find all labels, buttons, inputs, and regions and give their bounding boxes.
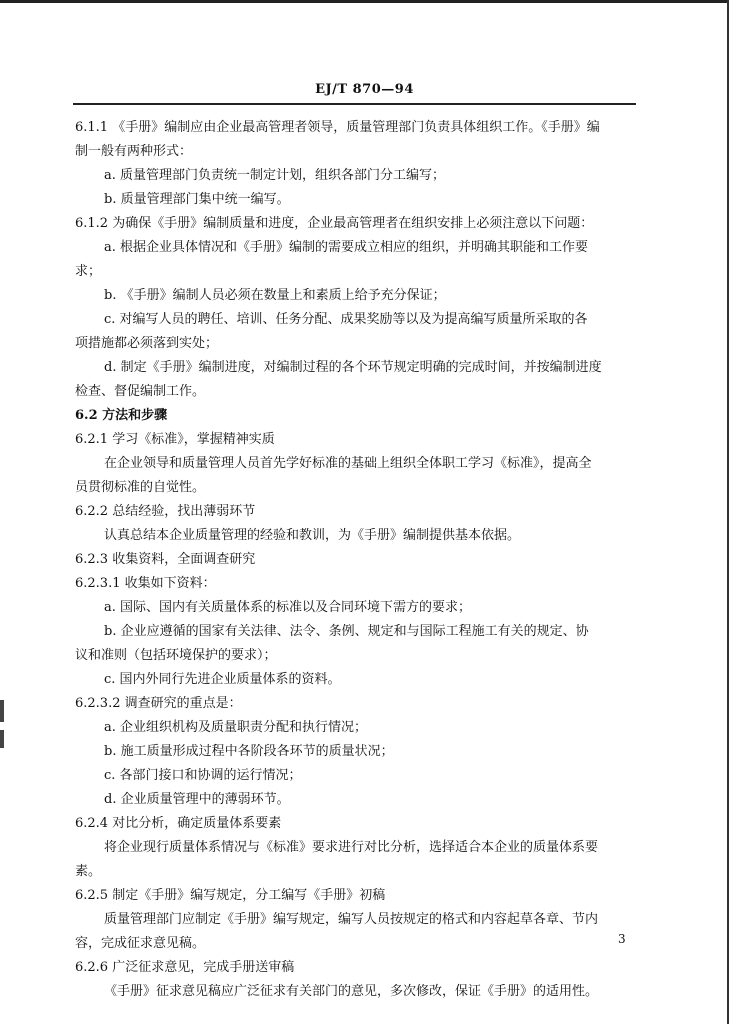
text-line: 项措施都必须落到实处； xyxy=(75,336,219,351)
text-line: 素。 xyxy=(75,864,102,879)
text-line: 议和准则（包括环境保护的要求）； xyxy=(75,648,277,663)
text-line: a. 根据企业具体情况和《手册》编制的需要成立相应的组织，并明确其职能和工作要 xyxy=(104,240,589,255)
text-line: b. 施工质量形成过程中各阶段各环节的质量状况； xyxy=(104,744,394,759)
scan-mark xyxy=(0,700,4,722)
text-line: 6.2.4 对比分析，确定质量体系要素 xyxy=(75,816,282,831)
text-line: 6.2.3.2 调查研究的重点是： xyxy=(75,696,242,711)
text-line: d. 企业质量管理中的薄弱环节。 xyxy=(104,792,290,807)
header-rule xyxy=(73,103,636,105)
scan-mark xyxy=(0,730,4,748)
text-line: 求； xyxy=(75,264,102,279)
text-line: 6.2.3 收集资料，全面调查研究 xyxy=(75,552,256,567)
text-line: 质量管理部门应制定《手册》编写规定，编写人员按规定的格式和内容起草各章、节内 xyxy=(104,912,599,927)
text-line: 检查、督促编制工作。 xyxy=(75,384,206,399)
scan-top-edge xyxy=(0,0,729,3)
text-line: 员贯彻标准的自觉性。 xyxy=(75,480,206,495)
text-line: c. 对编写人员的聘任、培训、任务分配、成果奖励等以及为提高编写质量所采取的各 xyxy=(104,312,588,327)
text-line: 将企业现行质量体系情况与《标准》要求进行对比分析，选择适合本企业的质量体系要 xyxy=(104,840,599,855)
text-line: b. 企业应遵循的国家有关法律、法令、条例、规定和与国际工程施工有关的规定、协 xyxy=(104,624,589,639)
page-number: 3 xyxy=(618,932,626,946)
text-line: b. 《手册》编制人员必须在数量上和素质上给予充分保证； xyxy=(104,288,446,303)
text-line: 6.2.6 广泛征求意见，完成手册送审稿 xyxy=(75,960,295,975)
text-line: a. 国际、国内有关质量体系的标准以及合同环境下需方的要求； xyxy=(104,600,472,615)
text-line: 6.2.3.1 收集如下资料： xyxy=(75,576,216,591)
text-line: 认真总结本企业质量管理的经验和教训，为《手册》编制提供基本依据。 xyxy=(104,528,521,543)
text-line: 制一般有两种形式： xyxy=(75,144,193,159)
text-line: 6.1.1 《手册》编制应由企业最高管理者领导，质量管理部门负责具体组织工作。《手册》编 xyxy=(75,120,600,135)
text-line: a. 质量管理部门负责统一制定计划，组织各部门分工编写； xyxy=(104,168,446,183)
text-line: 容，完成征求意见稿。 xyxy=(75,936,206,951)
text-line: b. 质量管理部门集中统一编写。 xyxy=(104,192,290,207)
text-line: 6.1.2 为确保《手册》编制质量和进度，企业最高管理者在组织安排上必须注意以下问题： xyxy=(75,216,594,231)
text-line: a. 企业组织机构及质量职责分配和执行情况； xyxy=(104,720,368,735)
text-line: 6.2.1 学习《标准》，掌握精神实质 xyxy=(75,432,275,447)
text-line: 6.2.2 总结经验，找出薄弱环节 xyxy=(75,504,256,519)
text-line: d. 制定《手册》编制进度，对编制过程的各个环节规定明确的完成时间，并按编制进度 xyxy=(104,360,602,375)
text-line: 6.2.5 制定《手册》编写规定，分工编写《手册》初稿 xyxy=(75,888,386,903)
section-heading: 6.2 方法和步骤 xyxy=(75,408,168,423)
text-line: c. 国内外同行先进企业质量体系的资料。 xyxy=(104,672,341,687)
text-line: c. 各部门接口和协调的运行情况； xyxy=(104,768,302,783)
text-line: 《手册》征求意见稿应广泛征求有关部门的意见，多次修改，保证《手册》的适用性。 xyxy=(104,984,599,999)
text-line: 在企业领导和质量管理人员首先学好标准的基础上组织全体职工学习《标准》，提高全 xyxy=(104,456,592,471)
document-code: EJ/T 870—94 xyxy=(315,82,414,97)
